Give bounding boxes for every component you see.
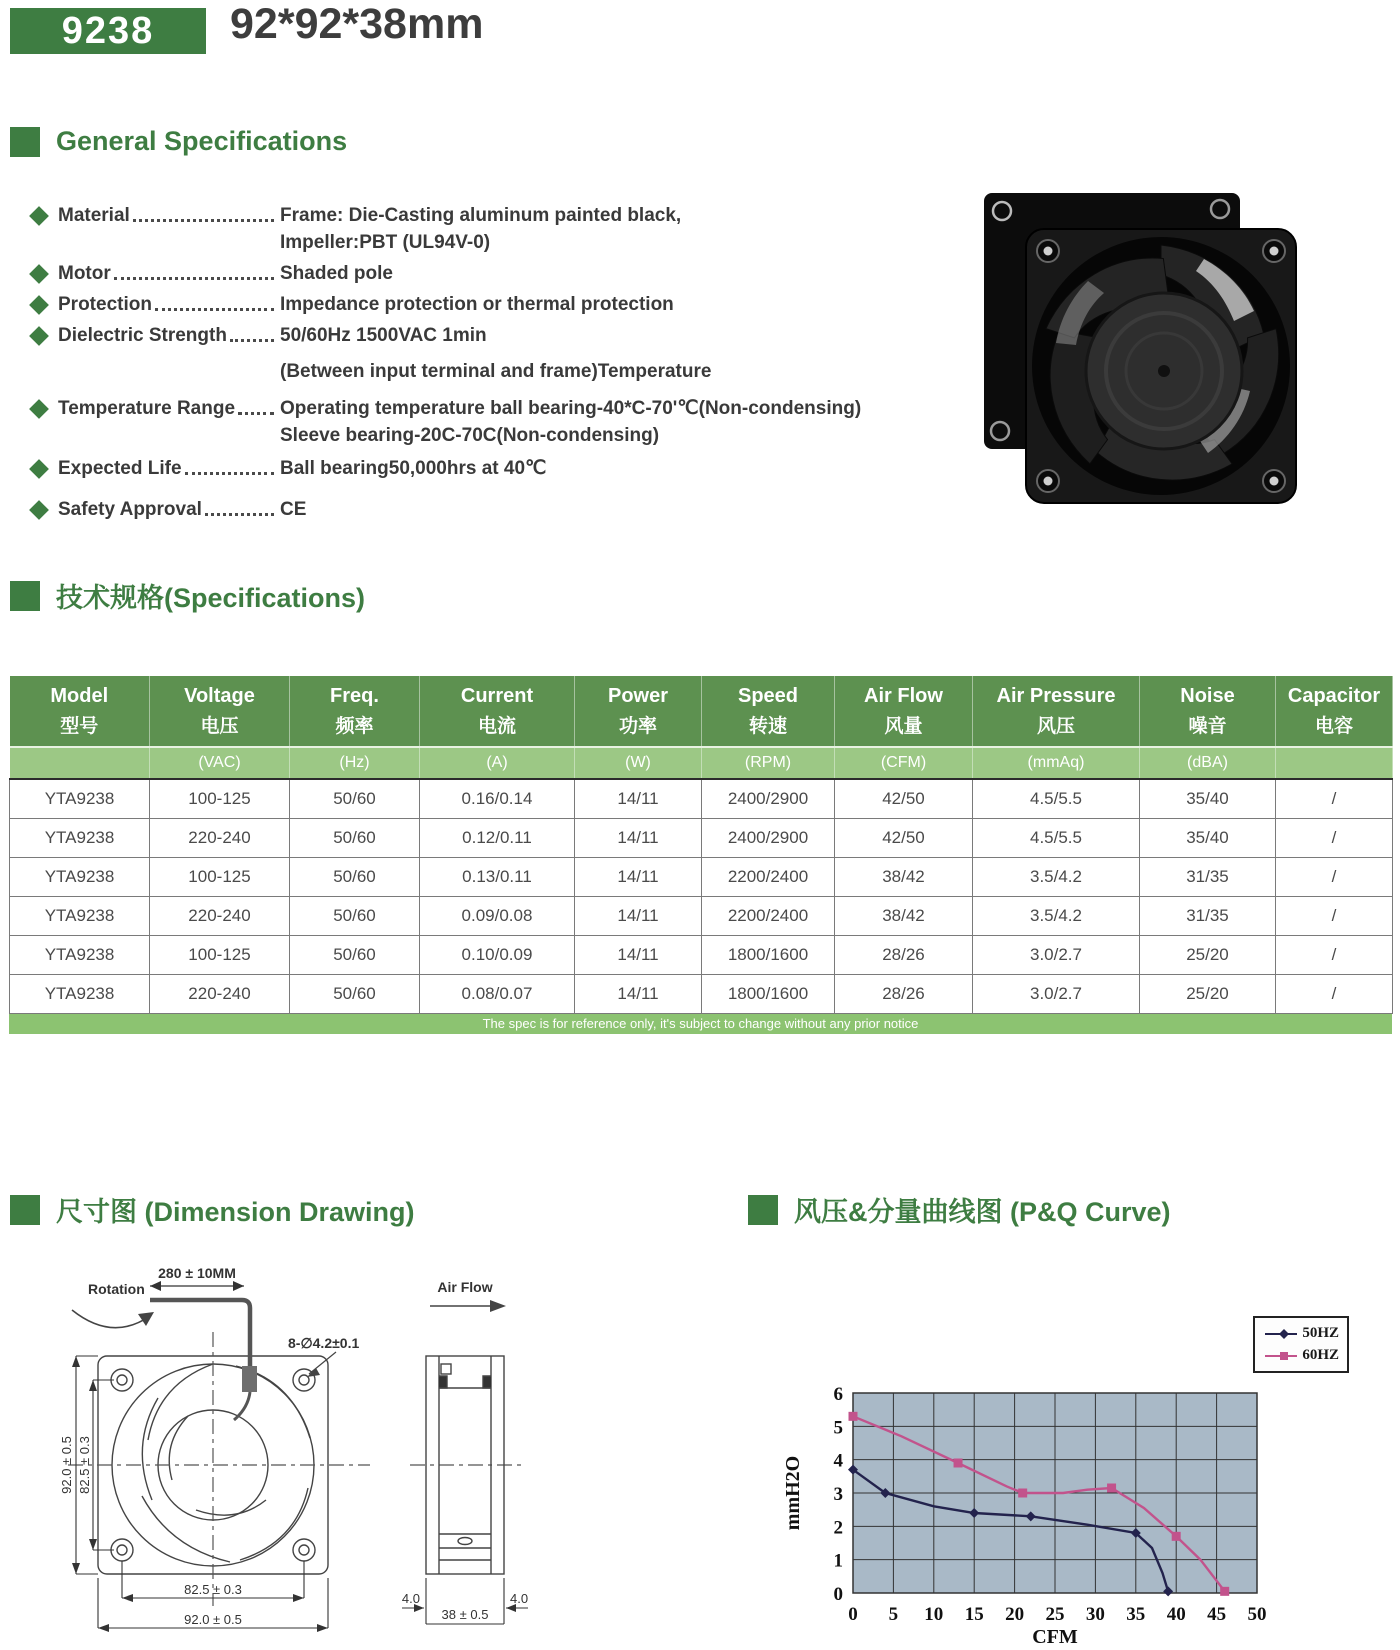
table-cell: 0.10/0.09 <box>420 936 575 975</box>
unit-cell: (dBA) <box>1140 747 1276 779</box>
table-cell: 100-125 <box>150 858 290 897</box>
unit-cell: (CFM) <box>835 747 973 779</box>
mounting-holes-label: 8-∅4.2±0.1 <box>288 1335 360 1351</box>
table-cell: 50/60 <box>290 779 420 819</box>
fan-product-photo <box>968 185 1320 525</box>
x-tick-label: 35 <box>1126 1604 1146 1625</box>
flange-right-label: 4.0 <box>510 1591 529 1606</box>
spec-value: Impedance protection or thermal protection <box>280 294 674 315</box>
unit-cell <box>1276 747 1393 779</box>
height-outer-label: 92.0 ± 0.5 <box>59 1436 74 1494</box>
table-cell: 50/60 <box>290 936 420 975</box>
column-header: Noise 噪音 <box>1140 676 1276 747</box>
table-cell: 50/60 <box>290 819 420 858</box>
table-row <box>10 975 1393 1014</box>
side-view <box>426 1356 504 1574</box>
table-cell: 14/11 <box>575 897 702 936</box>
y-tick-label: 4 <box>833 1450 843 1472</box>
spec-label: Safety Approval <box>58 499 202 520</box>
dot-leader <box>114 260 274 280</box>
table-cell: 100-125 <box>150 779 290 819</box>
lead-wire <box>150 1281 257 1420</box>
table-cell: / <box>1276 936 1393 975</box>
table-cell: 14/11 <box>575 779 702 819</box>
pq-heading <box>748 1190 1171 1229</box>
dot-leader <box>205 496 274 516</box>
page-title: 92*92*38mm <box>230 0 484 48</box>
x-tick-label: 10 <box>924 1604 944 1625</box>
table-cell: 50/60 <box>290 975 420 1014</box>
marker-60HZ <box>849 1412 858 1421</box>
y-tick-label: 5 <box>833 1417 843 1439</box>
flange-left-label: 4.0 <box>401 1591 420 1606</box>
unit-cell: (A) <box>420 747 575 779</box>
table-cell: 35/40 <box>1140 819 1276 858</box>
dot-leader <box>133 202 274 222</box>
table-cell: / <box>1276 779 1393 819</box>
table-cell: 220-240 <box>150 897 290 936</box>
table-cell: YTA9238 <box>10 936 150 975</box>
table-cell: YTA9238 <box>10 897 150 936</box>
spec-item <box>30 395 970 449</box>
table-cell: 28/26 <box>835 936 973 975</box>
spec-value: Ball bearing50,000hrs at 40℃ <box>280 458 547 479</box>
table-cell: / <box>1276 975 1393 1014</box>
x-tick-label: 25 <box>1045 1604 1065 1625</box>
legend-swatch-60hz <box>1263 1350 1297 1362</box>
table-cell: 1800/1600 <box>702 975 835 1014</box>
x-tick-label: 45 <box>1207 1604 1227 1625</box>
table-cell: 3.5/4.2 <box>973 897 1140 936</box>
rotation-label: Rotation <box>88 1281 145 1297</box>
dot-leader <box>155 291 274 311</box>
specifications-heading-text: 技术规格(Specifications) <box>56 583 366 613</box>
table-cell: 3.0/2.7 <box>973 936 1140 975</box>
spec-value: (Between input terminal and frame)Temperature <box>280 361 712 382</box>
spec-item <box>30 322 970 385</box>
dot-leader <box>185 455 274 475</box>
table-cell: 3.5/4.2 <box>973 858 1140 897</box>
table-cell: 0.12/0.11 <box>420 819 575 858</box>
width-inner-label: 82.5 ± 0.3 <box>184 1582 242 1597</box>
diamond-bullet-icon <box>29 399 49 419</box>
column-header: Current 电流 <box>420 676 575 747</box>
general-specs-heading-text: General Specifications <box>56 126 348 156</box>
pq-heading-text: 风压&分量曲线图 (P&Q Curve) <box>794 1197 1171 1227</box>
table-cell: / <box>1276 858 1393 897</box>
table-cell: 38/42 <box>835 858 973 897</box>
table-cell: / <box>1276 897 1393 936</box>
table-cell: 14/11 <box>575 858 702 897</box>
table-units-row <box>10 747 1393 779</box>
y-tick-label: 6 <box>833 1384 843 1405</box>
table-cell: 0.09/0.08 <box>420 897 575 936</box>
spec-label: Expected Life <box>58 458 182 479</box>
legend-entry-50hz <box>1263 1325 1339 1342</box>
table-cell: / <box>1276 819 1393 858</box>
x-tick-label: 40 <box>1166 1604 1186 1625</box>
spec-value: Sleeve bearing-20C-70C(Non-condensing) <box>280 425 660 446</box>
table-note: The spec is for reference only, it's subject to change without any prior notice <box>9 1014 1392 1034</box>
legend-entry-60hz <box>1263 1347 1339 1364</box>
y-axis-label: mmH2O <box>782 1455 804 1531</box>
general-specs-list <box>30 202 970 527</box>
diamond-bullet-icon <box>29 206 49 226</box>
table-cell: 14/11 <box>575 975 702 1014</box>
spec-value: Operating temperature ball bearing-40*C-70'℃(Non-condensing) <box>280 398 862 419</box>
spec-label: Material <box>58 205 130 226</box>
air-flow-arrow <box>490 1300 506 1312</box>
depth-label: 38 ± 0.5 <box>441 1607 489 1622</box>
table-cell: 14/11 <box>575 936 702 975</box>
table-header-row <box>10 676 1393 747</box>
table-row <box>10 858 1393 897</box>
x-tick-label: 20 <box>1005 1604 1025 1625</box>
marker-60HZ <box>1107 1484 1116 1493</box>
table-cell: 1800/1600 <box>702 936 835 975</box>
diamond-bullet-icon <box>29 264 49 284</box>
spec-value: 50/60Hz 1500VAC 1min <box>280 325 487 346</box>
table-cell: YTA9238 <box>10 779 150 819</box>
table-cell: 42/50 <box>835 779 973 819</box>
dimension-heading-text: 尺寸图 (Dimension Drawing) <box>56 1197 415 1227</box>
table-cell: YTA9238 <box>10 819 150 858</box>
marker-60HZ <box>1220 1587 1229 1596</box>
spec-label: Temperature Range <box>58 398 236 419</box>
table-cell: 0.13/0.11 <box>420 858 575 897</box>
dimension-heading <box>10 1190 415 1229</box>
table-cell: 2200/2400 <box>702 858 835 897</box>
table-cell: 4.5/5.5 <box>973 819 1140 858</box>
rotation-arrow <box>72 1310 150 1328</box>
column-header: Capacitor 电容 <box>1276 676 1393 747</box>
table-cell: 50/60 <box>290 858 420 897</box>
spec-value: CE <box>280 499 307 520</box>
spec-item <box>30 496 970 523</box>
specifications-heading <box>10 576 365 615</box>
y-tick-label: 3 <box>833 1484 843 1505</box>
x-tick-label: 50 <box>1247 1604 1267 1625</box>
unit-cell: (RPM) <box>702 747 835 779</box>
dimension-lines <box>76 1356 528 1628</box>
table-cell: 2200/2400 <box>702 897 835 936</box>
x-tick-label: 0 <box>848 1604 858 1625</box>
green-square-icon <box>10 581 40 611</box>
table-cell: 31/35 <box>1140 897 1276 936</box>
table-cell: 3.0/2.7 <box>973 975 1140 1014</box>
column-header: Voltage 电压 <box>150 676 290 747</box>
x-axis-label: CFM <box>1032 1626 1078 1648</box>
table-cell: 14/11 <box>575 819 702 858</box>
table-cell: 28/26 <box>835 975 973 1014</box>
unit-cell: (Hz) <box>290 747 420 779</box>
table-cell: 2400/2900 <box>702 819 835 858</box>
diamond-bullet-icon <box>29 326 49 346</box>
column-header: Air Flow 风量 <box>835 676 973 747</box>
spec-table-wrap <box>9 676 1392 1034</box>
table-cell: 25/20 <box>1140 975 1276 1014</box>
table-cell: 42/50 <box>835 819 973 858</box>
y-tick-label: 1 <box>833 1550 843 1572</box>
spec-item <box>30 455 970 482</box>
diamond-bullet-icon <box>29 295 49 315</box>
table-cell: 220-240 <box>150 975 290 1014</box>
table-row <box>10 819 1393 858</box>
chart-legend <box>1253 1316 1349 1373</box>
table-cell: 0.08/0.07 <box>420 975 575 1014</box>
marker-60HZ <box>1172 1532 1181 1541</box>
table-cell: 0.16/0.14 <box>420 779 575 819</box>
table-row <box>10 936 1393 975</box>
y-tick-label: 0 <box>833 1584 843 1605</box>
legend-label: 50HZ <box>1302 1325 1339 1341</box>
column-header: Model 型号 <box>10 676 150 747</box>
width-outer-label: 92.0 ± 0.5 <box>184 1612 242 1627</box>
table-cell: 31/35 <box>1140 858 1276 897</box>
pq-chart <box>775 1250 1395 1650</box>
cable-length-label: 280 ± 10MM <box>158 1265 236 1281</box>
table-cell: 100-125 <box>150 936 290 975</box>
legend-label: 60HZ <box>1302 1347 1339 1363</box>
table-cell: YTA9238 <box>10 975 150 1014</box>
dot-leader <box>238 395 274 415</box>
pq-chart-svg <box>775 1250 1395 1650</box>
diamond-bullet-icon <box>29 459 49 479</box>
marker-60HZ <box>954 1459 963 1468</box>
x-tick-label: 5 <box>888 1604 899 1625</box>
air-flow-label: Air Flow <box>437 1279 493 1295</box>
spec-value: Frame: Die-Casting aluminum painted black, <box>280 205 682 226</box>
height-inner-label: 82.5 ± 0.3 <box>77 1436 92 1494</box>
marker-60HZ <box>1018 1489 1027 1498</box>
column-header: Power 功率 <box>575 676 702 747</box>
spec-label: Motor <box>58 263 111 284</box>
spec-table <box>9 676 1393 1014</box>
unit-cell <box>10 747 150 779</box>
general-specs-heading <box>10 126 347 157</box>
table-cell: 25/20 <box>1140 936 1276 975</box>
table-cell: YTA9238 <box>10 858 150 897</box>
unit-cell: (W) <box>575 747 702 779</box>
table-cell: 4.5/5.5 <box>973 779 1140 819</box>
unit-cell: (mmAq) <box>973 747 1140 779</box>
dimension-drawing <box>30 1248 590 1648</box>
spec-value: Impeller:PBT (UL94V-0) <box>280 232 491 253</box>
table-cell: 38/42 <box>835 897 973 936</box>
x-tick-label: 15 <box>964 1604 984 1625</box>
table-cell: 220-240 <box>150 819 290 858</box>
column-header: Air Pressure 风压 <box>973 676 1140 747</box>
spec-item <box>30 291 970 318</box>
diamond-bullet-icon <box>29 500 49 520</box>
table-row <box>10 779 1393 819</box>
spec-item <box>30 260 970 287</box>
column-header: Freq. 频率 <box>290 676 420 747</box>
table-cell: 50/60 <box>290 897 420 936</box>
green-square-icon <box>10 127 40 157</box>
table-cell: 35/40 <box>1140 779 1276 819</box>
spec-label: Dielectric Strength <box>58 325 227 346</box>
green-square-icon <box>748 1195 778 1225</box>
table-cell: 2400/2900 <box>702 779 835 819</box>
legend-swatch-50hz <box>1263 1328 1297 1340</box>
table-row <box>10 897 1393 936</box>
dot-leader <box>230 322 274 342</box>
green-square-icon <box>10 1195 40 1225</box>
spec-value: Shaded pole <box>280 263 393 284</box>
unit-cell: (VAC) <box>150 747 290 779</box>
spec-item <box>30 202 970 256</box>
column-header: Speed 转速 <box>702 676 835 747</box>
x-tick-label: 30 <box>1085 1604 1105 1625</box>
model-code-badge: 9238 <box>10 8 206 54</box>
spec-label: Protection <box>58 294 152 315</box>
y-tick-label: 2 <box>833 1517 843 1539</box>
